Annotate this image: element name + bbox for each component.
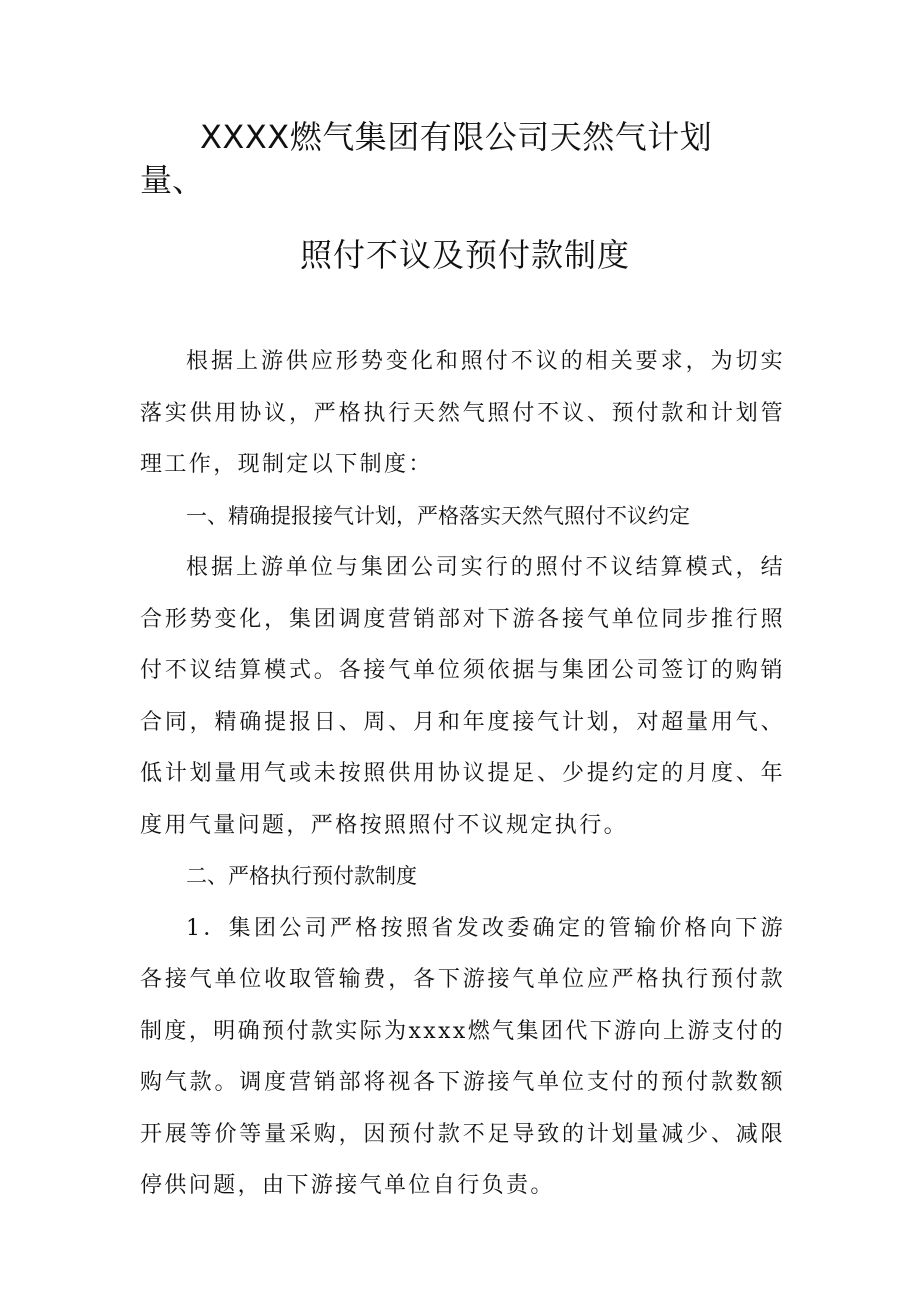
- document-title-line-3: 照付不议及预付款制度: [300, 236, 631, 274]
- section-2-heading: 二、严格执行预付款制度: [186, 864, 417, 888]
- document-title-line-2: 量、: [140, 161, 205, 199]
- document-title-line-1: XXXX燃气集团有限公司天然气计划: [200, 118, 713, 156]
- section-1-heading: 一、精确提报接气计划，严格落实天然气照付不议约定: [186, 503, 690, 528]
- document-body: [140, 336, 785, 1212]
- section-2-item-1-paragraph: 1．集团公司严格按照省发改委确定的管输价格向下游各接气单位收取管输费，各下游接气单位应严格执行预付款制度，明确预付款实际为xxxx燃气集团代下游向上游支付的购气款。调度营销部将视各下游接气单位支付的预付款数额开展等价等量采购，因预付款不足导致的计划量减少、减限停供问题，由下游接气单位自行负责。: [140, 915, 785, 1198]
- section-1-paragraph: 根据上游单位与集团公司实行的照付不议结算模式，结合形势变化，集团调度营销部对下游各接气单位同步推行照付不议结算模式。各接气单位须依据与集团公司签订的购销合同，精确提报日、周、月和年度接气计划，对超量用气、低计划量用气或未按照供用协议提足、少提约定的月度、年度用气量问题，严格按照照付不议规定执行。: [140, 555, 785, 838]
- intro-paragraph: 根据上游供应形势变化和照付不议的相关要求，为切实落实供用协议，严格执行天然气照付不议、预付款和计划管理工作，现制定以下制度：: [140, 349, 785, 477]
